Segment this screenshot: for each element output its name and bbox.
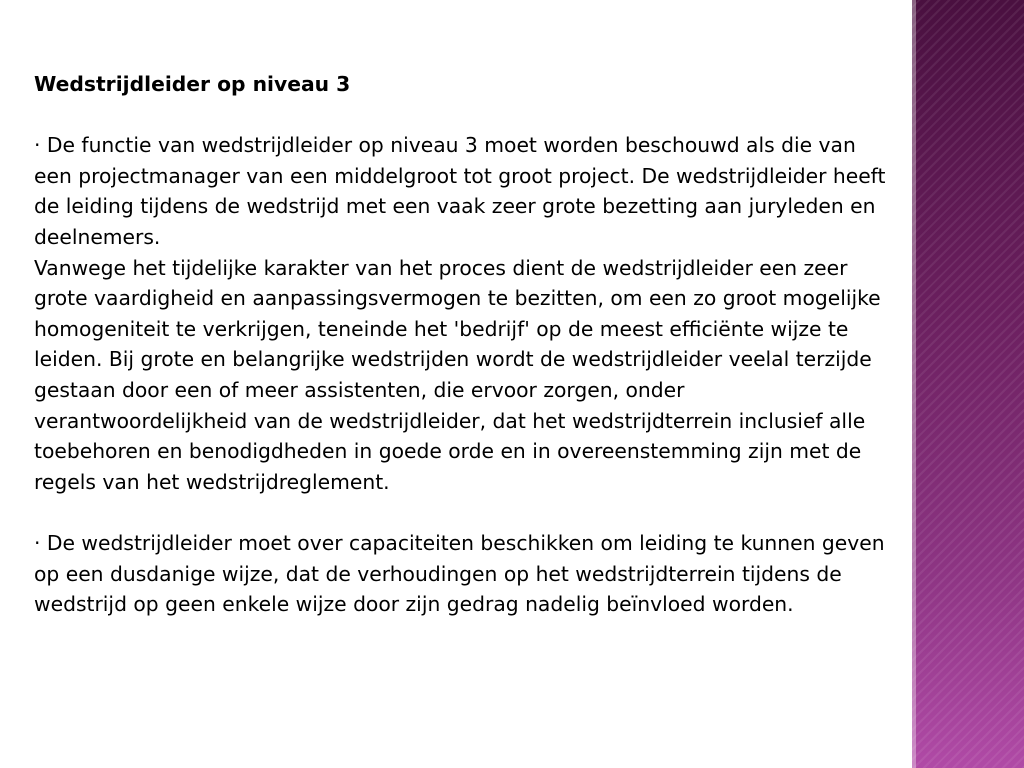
diagonal-stripe-pattern bbox=[912, 0, 1024, 768]
spacer bbox=[34, 100, 894, 131]
spacer bbox=[34, 497, 894, 528]
decorative-side-band bbox=[912, 0, 1024, 768]
slide-body bbox=[34, 69, 894, 620]
paragraph-3: · De wedstrijdleider moet over capaciteiten beschikken om leiding te kunnen geven op een dusdanige wijze, dat de verhoudingen op het wedstrijdterrein tijdens de wedstrijd op geen enkele wijze door zijn gedrag nadelig beïnvloed worden. bbox=[34, 530, 885, 617]
slide-heading: Wedstrijdleider op niveau 3 bbox=[34, 72, 351, 96]
paragraph-1: · De functie van wedstrijdleider op niveau 3 moet worden beschouwd als die van een projectmanager van een middelgroot tot groot project. De wedstrijdleider heeft de leiding tijdens de wedstrijd met een vaak zeer grote bezetting aan juryleden en deelnemers. bbox=[34, 133, 886, 249]
paragraph-2: Vanwege het tijdelijke karakter van het proces dient de wedstrijdleider een zeer grote vaardigheid en aanpassingsvermogen te bezitten, om een zo groot mogelijke homogeniteit te verkrijgen, teneinde het 'bedrijf' op de meest efficiënte wijze te leiden. Bij grote en belangrijke wedstrijden wordt de wedstrijdleider veelal terzijde gestaan door een of meer assistenten, die ervoor zorgen, onder verantwoordelijkheid van de wedstrijdleider, dat het wedstrijdterrein inclusief alle toebehoren en benodigdheden in goede orde en in overeenstemming zijn met de regels van het wedstrijdreglement. bbox=[34, 255, 881, 494]
band-edge-highlight bbox=[912, 0, 916, 768]
